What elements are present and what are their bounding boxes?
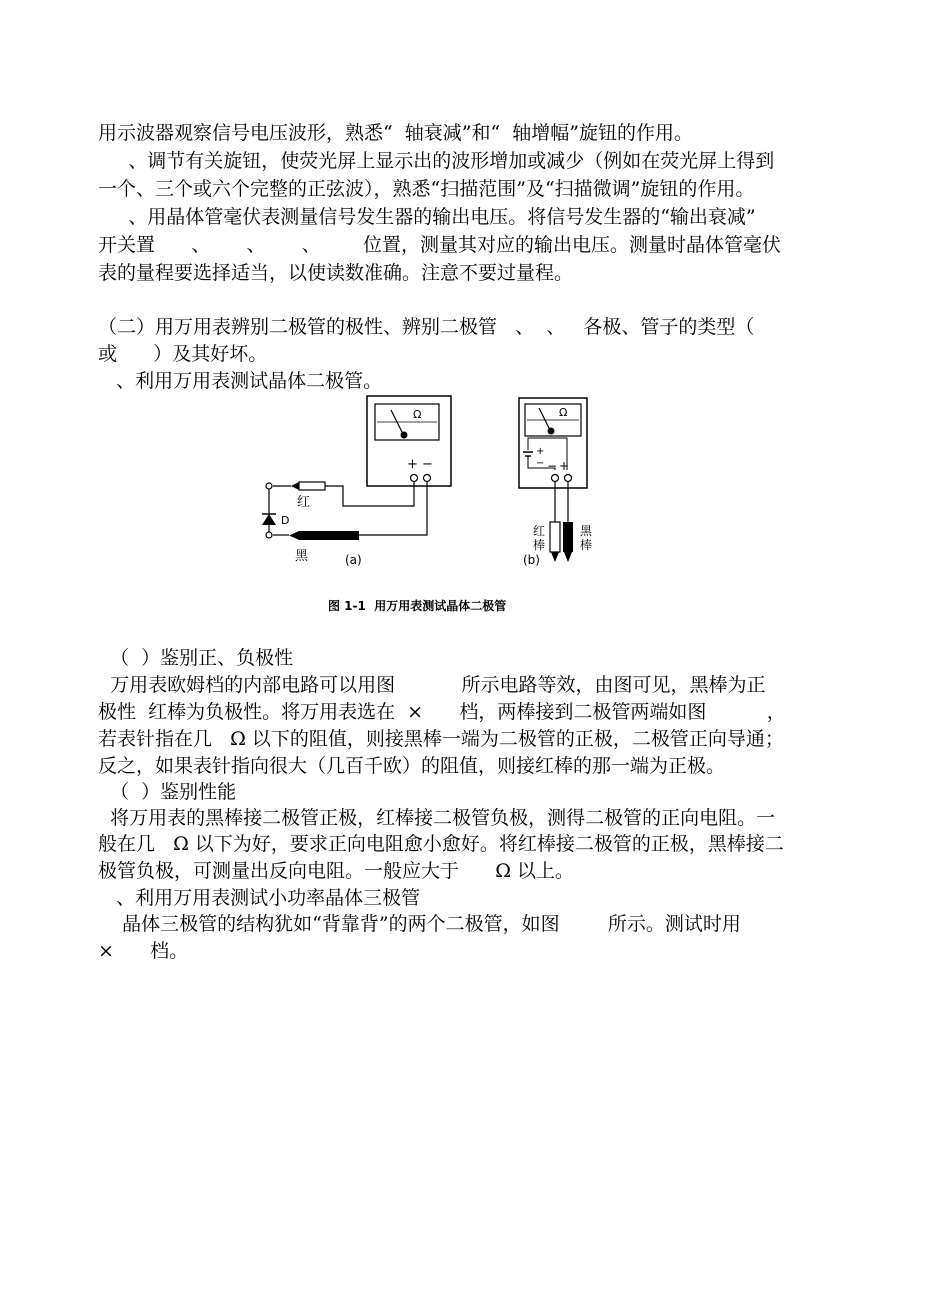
paragraph-line: 开关置 、 、 、 位置，测量其对应的输出电压。测量时晶体管毫伏 <box>98 234 781 256</box>
terminal-left-b <box>552 475 559 482</box>
terminal-minus-a <box>424 475 431 482</box>
paragraph-line: × 档。 <box>98 940 189 962</box>
paragraph-line: 或 ）及其好坏。 <box>98 343 268 365</box>
meter-a-body <box>367 396 451 486</box>
red-probe-label-2: 棒 <box>532 538 546 552</box>
battery-minus: − <box>536 458 545 469</box>
black-probe-label-2: 棒 <box>579 538 593 552</box>
paragraph-line: （ ）鉴别性能 <box>98 781 237 803</box>
meter-a-pivot <box>401 432 408 439</box>
terminal-right-b <box>565 475 572 482</box>
paragraph-line: 、调节有关旋钮，使荧光屏上显示出的波形增加或减少（例如在荧光屏上得到 <box>98 150 775 172</box>
black-probe-b <box>563 522 573 552</box>
paragraph-line: （二）用万用表辨别二极管的极性、辨别二极管 、 、 各极、管子的类型（ <box>98 316 755 338</box>
paragraph-line: 若表针指在几 Ω 以下的阻值，则接黑棒一端为二极管的正极，二极管正向导通； <box>98 728 784 750</box>
paragraph-line: 表的量程要选择适当，以使读数准确。注意不要过量程。 <box>98 262 574 284</box>
red-probe-b <box>550 522 560 552</box>
figure-label-b: (b) <box>523 553 540 567</box>
terminal-plus-a <box>411 475 418 482</box>
paragraph-line: 反之，如果表针指向很大（几百千欧）的阻值，则接红棒的那一端为正极。 <box>98 755 726 777</box>
black-probe-label-1: 黑 <box>579 524 593 538</box>
battery-plus: + <box>536 446 545 457</box>
multimeter-diagram <box>255 392 615 572</box>
paragraph-line: 、用晶体管毫伏表测量信号发生器的输出电压。将信号发生器的“输出衰减” <box>98 206 756 228</box>
red-probe-label-1: 红 <box>532 524 546 538</box>
diode-symbol <box>262 514 276 525</box>
figure-caption: 图 1-1 用万用表测试晶体二极管 <box>328 599 507 613</box>
paragraph-line: （ ）鉴别正、负极性 <box>98 647 294 669</box>
paragraph-line: 万用表欧姆档的内部电路可以用图 所示电路等效，由图可见，黑棒为正 <box>98 674 766 696</box>
meter-b-needle <box>539 408 550 430</box>
minus-b: − <box>547 459 558 473</box>
paragraph-line: 极性 红棒为负极性。将万用表选在 × 档，两棒接到二极管两端如图 ， <box>98 701 786 723</box>
paragraph-line: 、利用万用表测试晶体二极管。 <box>98 370 383 392</box>
meter-b-pivot <box>548 428 555 435</box>
paragraph-line: 用示波器观察信号电压波形，熟悉“ 轴衰减”和“ 轴增幅”旋钮的作用。 <box>98 122 694 144</box>
black-probe-a <box>299 531 359 540</box>
diode-label: D <box>281 514 290 527</box>
black-label-a: 黑 <box>295 549 309 564</box>
black-lead-wire <box>359 482 427 535</box>
paragraph-line: 般在几 Ω 以下为好，要求正向电阻愈小愈好。将红棒接二极管的正极，黑棒接二 <box>98 833 784 855</box>
ohm-symbol-a: Ω <box>413 408 422 421</box>
red-probe-a <box>299 482 325 490</box>
ohm-symbol-b: Ω <box>559 406 568 419</box>
plus-b: + <box>559 459 570 473</box>
red-label-a: 红 <box>297 495 311 510</box>
plus-a: + <box>407 457 418 472</box>
paragraph-line: 、利用万用表测试小功率晶体三极管 <box>98 887 421 909</box>
paragraph-line: 极管负极，可测量出反向电阻。一般应大于 Ω 以上。 <box>98 860 575 882</box>
figure-label-a: (a) <box>345 553 362 567</box>
paragraph-line: 一个、三个或六个完整的正弦波），熟悉“扫描范围”及“扫描微调”旋钮的作用。 <box>98 178 755 200</box>
multimeter-diode-figure <box>255 392 615 572</box>
minus-a: − <box>422 457 433 472</box>
paragraph-line: 将万用表的黑棒接二极管正极，红棒接二极管负极，测得二极管的正向电阻。一 <box>98 807 776 829</box>
paragraph-line: 晶体三极管的结构犹如“背靠背”的两个二极管，如图 所示。测试时用 <box>98 913 741 935</box>
